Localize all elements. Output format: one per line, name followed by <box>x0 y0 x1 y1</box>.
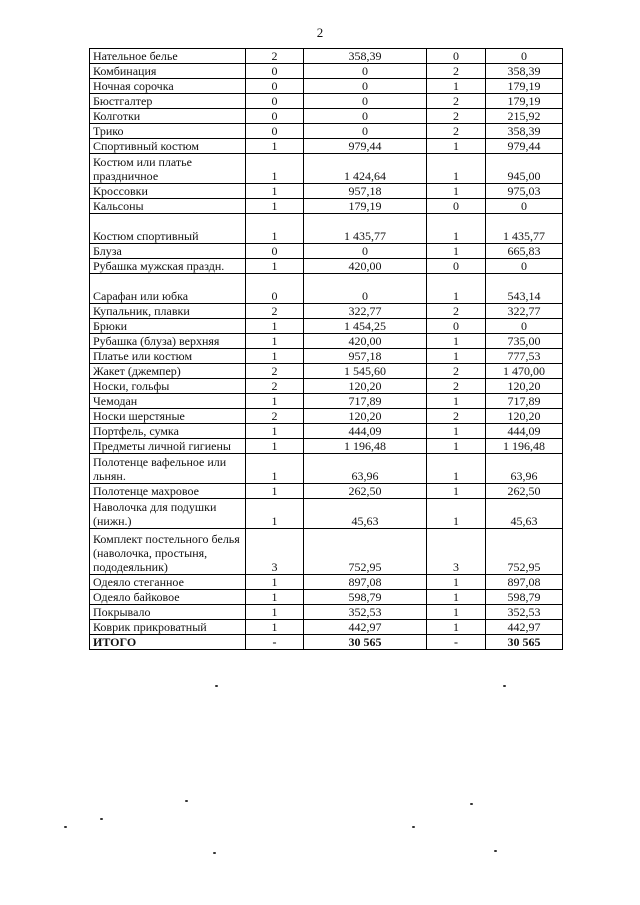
cell-name: Полотенце махровое <box>90 484 246 499</box>
scan-speck <box>215 685 218 687</box>
table-row <box>90 409 563 424</box>
cell-qty2: 0 <box>427 319 486 334</box>
cell-sum2: 777,53 <box>486 349 563 364</box>
cell-sum1: 717,89 <box>304 394 427 409</box>
cell-sum1: 1 424,64 <box>304 154 427 184</box>
cell-name: Рубашка мужская праздн. <box>90 259 246 274</box>
cell-sum1: 420,00 <box>304 259 427 274</box>
cell-sum1: 1 454,25 <box>304 319 427 334</box>
cell-qty2: 1 <box>427 79 486 94</box>
table-row <box>90 139 563 154</box>
cell-sum1: 0 <box>304 94 427 109</box>
table-row <box>90 334 563 349</box>
cell-qty1: 0 <box>246 64 304 79</box>
cell-sum2: 358,39 <box>486 124 563 139</box>
cell-sum2: 1 435,77 <box>486 214 563 244</box>
cell-qty1: 1 <box>246 214 304 244</box>
cell-sum2: 1 470,00 <box>486 364 563 379</box>
cell-name: Жакет (джемпер) <box>90 364 246 379</box>
cell-name: Костюм спортивный <box>90 214 246 244</box>
cell-qty1: 0 <box>246 94 304 109</box>
cell-qty1: 2 <box>246 409 304 424</box>
table-row <box>90 529 563 575</box>
cell-qty2: 2 <box>427 124 486 139</box>
cell-qty2: 2 <box>427 64 486 79</box>
cell-name: Рубашка (блуза) верхняя <box>90 334 246 349</box>
cell-sum1: 442,97 <box>304 620 427 635</box>
table-row <box>90 319 563 334</box>
cell-sum2: 63,96 <box>486 454 563 484</box>
scan-speck <box>503 685 506 687</box>
cell-sum1: 120,20 <box>304 379 427 394</box>
cell-sum2: 717,89 <box>486 394 563 409</box>
cell-sum1: 0 <box>304 109 427 124</box>
table-row <box>90 274 563 304</box>
table-row <box>90 379 563 394</box>
cell-sum1: 0 <box>304 64 427 79</box>
cell-qty1: 1 <box>246 349 304 364</box>
cell-qty1: 1 <box>246 394 304 409</box>
cell-qty2: 3 <box>427 529 486 575</box>
cell-qty1: 1 <box>246 499 304 529</box>
cell-sum1: 420,00 <box>304 334 427 349</box>
cell-qty2: 2 <box>427 94 486 109</box>
table-row <box>90 259 563 274</box>
table-row <box>90 184 563 199</box>
cell-name: Одеяло стеганное <box>90 575 246 590</box>
cell-sum1: 444,09 <box>304 424 427 439</box>
cell-sum1: 0 <box>304 274 427 304</box>
cell-qty2: 1 <box>427 394 486 409</box>
table-row <box>90 244 563 259</box>
cell-name: Комбинация <box>90 64 246 79</box>
cell-qty2: 1 <box>427 274 486 304</box>
table-row <box>90 620 563 635</box>
cell-sum2: 442,97 <box>486 620 563 635</box>
cell-name: Сарафан или юбка <box>90 274 246 304</box>
cell-qty1: 2 <box>246 304 304 319</box>
table-row <box>90 454 563 484</box>
clothing-allowance-table <box>89 48 563 650</box>
cell-qty1: 1 <box>246 184 304 199</box>
table-row <box>90 605 563 620</box>
table-row <box>90 79 563 94</box>
scan-speck <box>412 826 415 828</box>
cell-qty1: 0 <box>246 124 304 139</box>
cell-name: Колготки <box>90 109 246 124</box>
cell-qty2: 1 <box>427 499 486 529</box>
cell-sum2: 179,19 <box>486 79 563 94</box>
cell-qty2: 2 <box>427 364 486 379</box>
cell-sum2: 979,44 <box>486 139 563 154</box>
cell-sum2: 1 196,48 <box>486 439 563 454</box>
cell-name: Брюки <box>90 319 246 334</box>
table-row <box>90 199 563 214</box>
cell-qty1: 3 <box>246 529 304 575</box>
cell-qty1: 1 <box>246 259 304 274</box>
table-row <box>90 154 563 184</box>
cell-sum1: 897,08 <box>304 575 427 590</box>
cell-sum2: 179,19 <box>486 94 563 109</box>
cell-qty2: 1 <box>427 575 486 590</box>
cell-sum2: 0 <box>486 259 563 274</box>
cell-name: Полотенце вафельное или льнян. <box>90 454 246 484</box>
table-row <box>90 64 563 79</box>
cell-sum1: 1 196,48 <box>304 439 427 454</box>
cell-sum1: 120,20 <box>304 409 427 424</box>
table-row <box>90 439 563 454</box>
cell-qty1: 1 <box>246 575 304 590</box>
cell-qty2: 2 <box>427 304 486 319</box>
cell-qty2: 1 <box>427 214 486 244</box>
table-row <box>90 304 563 319</box>
cell-sum1: 358,39 <box>304 49 427 64</box>
table-row <box>90 364 563 379</box>
cell-sum1: 598,79 <box>304 590 427 605</box>
cell-qty2: 1 <box>427 484 486 499</box>
cell-qty1: 2 <box>246 364 304 379</box>
cell-qty1: 0 <box>246 274 304 304</box>
cell-sum1: 352,53 <box>304 605 427 620</box>
total-sum1: 30 565 <box>304 635 427 650</box>
table-row <box>90 349 563 364</box>
cell-qty1: 1 <box>246 484 304 499</box>
cell-qty2: 2 <box>427 109 486 124</box>
cell-qty1: 1 <box>246 319 304 334</box>
scan-speck <box>470 803 473 805</box>
table-row <box>90 109 563 124</box>
cell-sum2: 262,50 <box>486 484 563 499</box>
cell-sum1: 0 <box>304 124 427 139</box>
table-row <box>90 124 563 139</box>
cell-name: Ночная сорочка <box>90 79 246 94</box>
cell-sum2: 735,00 <box>486 334 563 349</box>
table-row <box>90 424 563 439</box>
cell-sum1: 957,18 <box>304 349 427 364</box>
total-row <box>90 635 563 650</box>
cell-name: Портфель, сумка <box>90 424 246 439</box>
cell-name: Комплект постельного белья (наволочка, простыня, пододеяльник) <box>90 529 246 575</box>
scan-speck <box>64 826 67 828</box>
cell-qty1: 1 <box>246 590 304 605</box>
cell-qty1: 1 <box>246 454 304 484</box>
cell-qty1: 2 <box>246 49 304 64</box>
cell-name: Бюстгалтер <box>90 94 246 109</box>
cell-name: Спортивный костюм <box>90 139 246 154</box>
cell-sum1: 322,77 <box>304 304 427 319</box>
cell-name: Носки шерстяные <box>90 409 246 424</box>
cell-qty1: 1 <box>246 424 304 439</box>
cell-sum1: 262,50 <box>304 484 427 499</box>
cell-name: Одеяло байковое <box>90 590 246 605</box>
cell-qty2: 1 <box>427 424 486 439</box>
cell-sum2: 45,63 <box>486 499 563 529</box>
cell-sum2: 120,20 <box>486 379 563 394</box>
cell-name: Кроссовки <box>90 184 246 199</box>
cell-sum1: 1 435,77 <box>304 214 427 244</box>
cell-qty2: 1 <box>427 439 486 454</box>
table-row <box>90 499 563 529</box>
cell-sum2: 352,53 <box>486 605 563 620</box>
cell-qty2: 0 <box>427 199 486 214</box>
cell-sum1: 979,44 <box>304 139 427 154</box>
cell-sum1: 45,63 <box>304 499 427 529</box>
cell-sum2: 975,03 <box>486 184 563 199</box>
cell-name: Чемодан <box>90 394 246 409</box>
table-row <box>90 49 563 64</box>
table-row <box>90 484 563 499</box>
total-name: ИТОГО <box>90 635 246 650</box>
cell-name: Предметы личной гигиены <box>90 439 246 454</box>
cell-name: Трико <box>90 124 246 139</box>
cell-name: Костюм или платье праздничное <box>90 154 246 184</box>
scan-speck <box>185 800 188 802</box>
cell-sum2: 0 <box>486 319 563 334</box>
cell-qty1: 1 <box>246 605 304 620</box>
cell-sum1: 0 <box>304 79 427 94</box>
cell-qty1: 0 <box>246 79 304 94</box>
table-row <box>90 575 563 590</box>
cell-qty2: 2 <box>427 379 486 394</box>
page-number: 2 <box>316 25 324 40</box>
cell-name: Коврик прикроватный <box>90 620 246 635</box>
cell-qty2: 1 <box>427 349 486 364</box>
cell-qty2: 0 <box>427 259 486 274</box>
cell-name: Купальник, плавки <box>90 304 246 319</box>
cell-qty1: 1 <box>246 154 304 184</box>
cell-sum1: 1 545,60 <box>304 364 427 379</box>
cell-sum1: 0 <box>304 244 427 259</box>
cell-qty1: 1 <box>246 199 304 214</box>
cell-sum1: 63,96 <box>304 454 427 484</box>
cell-name: Наволочка для подушки (нижн.) <box>90 499 246 529</box>
cell-sum2: 120,20 <box>486 409 563 424</box>
cell-sum2: 0 <box>486 49 563 64</box>
cell-qty1: 2 <box>246 379 304 394</box>
cell-qty1: 0 <box>246 109 304 124</box>
cell-sum2: 358,39 <box>486 64 563 79</box>
cell-sum2: 598,79 <box>486 590 563 605</box>
cell-qty2: 1 <box>427 139 486 154</box>
cell-sum1: 752,95 <box>304 529 427 575</box>
cell-qty2: 1 <box>427 590 486 605</box>
cell-sum2: 0 <box>486 199 563 214</box>
cell-qty1: 1 <box>246 439 304 454</box>
cell-qty2: 1 <box>427 620 486 635</box>
cell-sum1: 957,18 <box>304 184 427 199</box>
cell-sum2: 322,77 <box>486 304 563 319</box>
total-qty2: - <box>427 635 486 650</box>
cell-sum1: 179,19 <box>304 199 427 214</box>
cell-sum2: 543,14 <box>486 274 563 304</box>
cell-qty2: 2 <box>427 409 486 424</box>
scan-speck <box>213 852 216 854</box>
cell-name: Блуза <box>90 244 246 259</box>
scan-speck <box>100 818 103 820</box>
table-body <box>90 49 563 650</box>
cell-qty2: 0 <box>427 49 486 64</box>
cell-sum2: 665,83 <box>486 244 563 259</box>
cell-name: Кальсоны <box>90 199 246 214</box>
cell-name: Покрывало <box>90 605 246 620</box>
cell-name: Платье или костюм <box>90 349 246 364</box>
cell-name: Нательное белье <box>90 49 246 64</box>
table-row <box>90 214 563 244</box>
cell-sum2: 945,00 <box>486 154 563 184</box>
cell-qty2: 1 <box>427 184 486 199</box>
cell-qty1: 0 <box>246 244 304 259</box>
cell-sum2: 897,08 <box>486 575 563 590</box>
cell-sum2: 215,92 <box>486 109 563 124</box>
table-row <box>90 590 563 605</box>
cell-qty1: 1 <box>246 620 304 635</box>
total-qty1: - <box>246 635 304 650</box>
cell-qty2: 1 <box>427 454 486 484</box>
cell-qty1: 1 <box>246 334 304 349</box>
cell-qty1: 1 <box>246 139 304 154</box>
total-sum2: 30 565 <box>486 635 563 650</box>
cell-name: Носки, гольфы <box>90 379 246 394</box>
table-row <box>90 94 563 109</box>
cell-sum2: 752,95 <box>486 529 563 575</box>
table-row <box>90 394 563 409</box>
cell-qty2: 1 <box>427 244 486 259</box>
scan-speck <box>494 850 497 852</box>
cell-sum2: 444,09 <box>486 424 563 439</box>
cell-qty2: 1 <box>427 334 486 349</box>
cell-qty2: 1 <box>427 605 486 620</box>
cell-qty2: 1 <box>427 154 486 184</box>
